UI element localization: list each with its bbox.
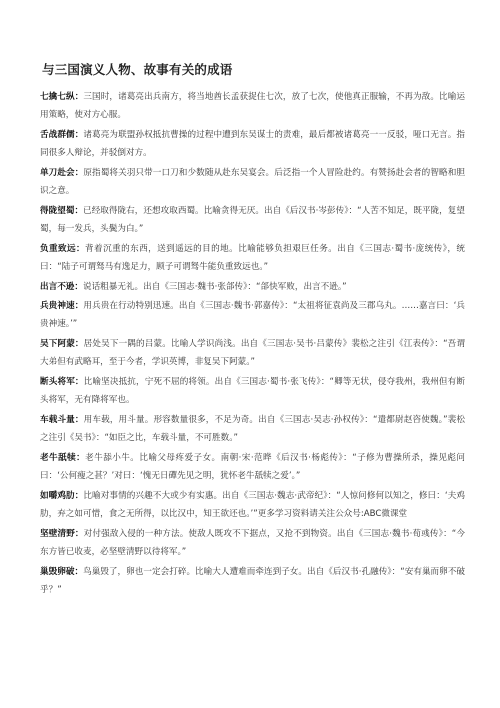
idiom-definition: 居处吴下一隅的吕蒙。比喻人学识尚浅。出自《三国志·吴书·吕蒙传》裴松之注引《江表传》：“吾谓大弟但有武略耳，至于今者，学识英博，非复吴下阿蒙。”: [40, 339, 465, 368]
idiom-entry: [40, 411, 465, 447]
idiom-entry: [40, 126, 465, 162]
idiom-entry: [40, 449, 465, 485]
idiom-term: 出言不逊：: [40, 281, 83, 292]
idiom-entry: [40, 335, 465, 371]
idiom-term: 断头将军：: [40, 377, 84, 388]
idiom-term: 单刀赴会：: [40, 167, 84, 178]
document-page: [40, 60, 465, 600]
idiom-term: 如嚼鸡肋：: [40, 490, 84, 501]
idiom-term: 七擒七纵：: [40, 92, 84, 102]
idiom-definition: 已经取得陇右，还想攻取西蜀。比喻贪得无厌。出自《后汉书·岑彭传》：“人苦不知足，既平陇，复望蜀，每一发兵，头鬓为白。”: [40, 205, 465, 234]
idiom-term: 巢毁卵破：: [40, 566, 84, 577]
idiom-definition: 老牛舔小牛。比喻父母疼爱子女。南朝·宋·范晔《后汉书·杨彪传》：“子修为曹操所杀，操见彪问曰：‘公何瘦之甚？’对曰：‘愧无日磾先见之明，犹怀老牛舐犊之爱’。”: [40, 452, 465, 482]
idiom-definition: 用车载，用斗量。形容数量很多，不足为奇。出自《三国志·吴志·孙权传》：“遣都尉赵咨使魏。”裴松之注引《吴书》：“如臣之比，车载斗量，不可胜数。”: [40, 414, 465, 444]
idiom-term: 车载斗量：: [40, 414, 84, 425]
idiom-term: 兵贵神速：: [40, 301, 84, 312]
idiom-term: 舌战群儒：: [40, 129, 84, 140]
idiom-definition: 背着沉重的东西，送到遥远的目的地。比喻能够负担艰巨任务。出自《三国志·蜀书·庞统传》，统曰：“陆子可谓驽马有逸足力，顾子可谓驽牛能负重致远也。”: [40, 243, 465, 272]
idiom-entry: [40, 525, 465, 561]
idiom-term: 负重致远：: [40, 243, 86, 254]
idiom-definition: 鸟巢毁了，卵也一定会打碎。比喻大人遭难而牵连到子女。出自《后汉书·孔融传》：“安有巢而卵不破乎？”: [40, 566, 465, 595]
document-title: 与三国演义人物、故事有关的成语: [42, 62, 233, 77]
idiom-term: 老牛舐犊：: [40, 452, 86, 463]
idiom-definition: 诸葛亮为联盟孙权抵抗曹操的过程中遭到东吴谋士的责难，最后都被诸葛亮一一反驳，哑口无言。指同很多人辩论，并驳倒对方。: [40, 129, 465, 159]
idiom-entry: [40, 563, 465, 599]
idiom-term: 坚壁清野：: [40, 528, 84, 539]
idiom-definition: 用兵贵在行动特别迅速。出自《三国志·魏书·郭嘉传》：“太祖将征袁尚及三郡乌丸。……嘉言曰：‘兵贵神速。’”: [40, 301, 465, 330]
idiom-entry: [40, 278, 465, 296]
idiom-term: 吴下阿蒙：: [40, 339, 84, 350]
idiom-definition: 说话粗暴无礼。出自《三国志·魏书·张郃传》：“郃快军败，出言不逊。”: [82, 281, 347, 292]
idiom-term: 得陇望蜀：: [40, 205, 84, 216]
idiom-definition: 对付强敌入侵的一种方法。使敌人既攻不下据点，又抢不到物资。出自《三国志·魏书·荀彧传》：“今东方皆已收麦，必坚壁清野以待将军。”: [40, 528, 465, 557]
idiom-entry: [40, 88, 465, 124]
idiom-entry: [40, 202, 465, 238]
idiom-entry: [40, 297, 465, 333]
idiom-entry: [40, 240, 465, 276]
idiom-definition: 原指蜀将关羽只带一口刀和少数随从赴东吴宴会。后泛指一个人冒险赴约。有赞扬赴会者的智略和胆识之意。: [40, 167, 465, 197]
idiom-definition: 比喻坚决抵抗，宁死不屈的将领。出自《三国志·蜀书·张飞传》：“卿等无状，侵夺我州，我州但有断头将军，无有降将军也。: [40, 377, 465, 406]
idiom-entry: [40, 487, 465, 523]
idiom-entry: [40, 373, 465, 409]
idiom-definition: 比喻对事情的兴趣不大或少有实惠。出自《三国志·魏志·武帝纪》：“人惊问修何以知之，修曰：‘夫鸡肋，弃之如可惜，食之无所得，以比汉中，知王欲还也。’”更多学习资料请关注公众号:ABC微课堂: [40, 490, 465, 519]
idiom-definition: 三国时，诸葛亮出兵南方，将当地酋长孟获捉住七次，放了七次，使他真正服输，不再为敌。比喻运用策略，使对方心服。: [40, 92, 465, 121]
idiom-entry: [40, 164, 465, 200]
